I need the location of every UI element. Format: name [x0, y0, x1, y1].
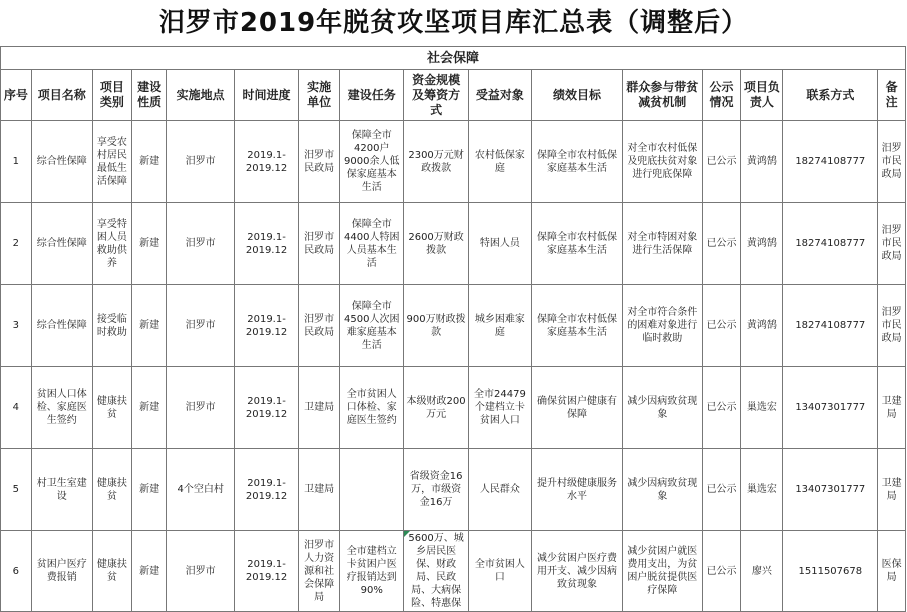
- table-cell[interactable]: 减少因病致贫现象: [622, 367, 702, 449]
- table-cell[interactable]: 新建: [131, 531, 167, 612]
- table-cell[interactable]: 贫困人口体检、家庭医生签约: [31, 367, 92, 449]
- table-cell[interactable]: 2019.1-2019.12: [234, 121, 298, 203]
- table-cell[interactable]: 健康扶贫: [92, 449, 131, 531]
- table-cell[interactable]: 卫建局: [878, 367, 906, 449]
- table-cell[interactable]: 保障全市4400人特困人员基本生活: [340, 203, 404, 285]
- table-cell[interactable]: 保障全市4200户9000余人低保家庭基本生活: [340, 121, 404, 203]
- column-header: 绩效目标: [532, 70, 623, 121]
- table-cell[interactable]: 汨罗市民政局: [299, 121, 340, 203]
- project-table: [0, 46, 906, 612]
- table-cell[interactable]: 已公示: [702, 531, 741, 612]
- table-cell[interactable]: 综合性保障: [31, 285, 92, 367]
- table-cell[interactable]: 3: [1, 285, 32, 367]
- table-cell[interactable]: 卫建局: [299, 449, 340, 531]
- table-cell[interactable]: 本级财政200万元: [404, 367, 468, 449]
- table-cell[interactable]: 保障全市农村低保家庭基本生活: [532, 203, 623, 285]
- table-cell[interactable]: 享受特困人员救助供养: [92, 203, 131, 285]
- table-cell[interactable]: 13407301777: [783, 367, 878, 449]
- table-cell[interactable]: 新建: [131, 367, 167, 449]
- table-cell[interactable]: 6: [1, 531, 32, 612]
- table-cell[interactable]: 卫建局: [878, 449, 906, 531]
- table-cell[interactable]: 新建: [131, 203, 167, 285]
- table-cell[interactable]: 巢选宏: [741, 367, 783, 449]
- table-cell[interactable]: 接受临时救助: [92, 285, 131, 367]
- table-cell[interactable]: 18274108777: [783, 203, 878, 285]
- table-cell[interactable]: 确保贫困户健康有保障: [532, 367, 623, 449]
- table-cell[interactable]: 人民群众: [468, 449, 531, 531]
- table-cell[interactable]: 保障全市农村低保家庭基本生活: [532, 121, 623, 203]
- table-cell[interactable]: 黄鸿鹄: [741, 285, 783, 367]
- table-cell[interactable]: 汨罗市民政局: [878, 203, 906, 285]
- table-cell[interactable]: 汨罗市: [167, 285, 234, 367]
- table-cell[interactable]: 减少贫困户医疗费用开支、减少因病致贫现象: [532, 531, 623, 612]
- table-cell[interactable]: 2019.1-2019.12: [234, 531, 298, 612]
- column-header: 时间进度: [234, 70, 298, 121]
- table-cell[interactable]: 健康扶贫: [92, 367, 131, 449]
- table-cell[interactable]: 综合性保障: [31, 203, 92, 285]
- table-cell[interactable]: 1: [1, 121, 32, 203]
- table-cell[interactable]: 对全市农村低保及兜底扶贫对象进行兜底保障: [622, 121, 702, 203]
- table-cell[interactable]: 2019.1-2019.12: [234, 285, 298, 367]
- table-cell[interactable]: 18274108777: [783, 121, 878, 203]
- table-row: [1, 367, 906, 449]
- column-header: 建设性质: [131, 70, 167, 121]
- table-cell[interactable]: 已公示: [702, 367, 741, 449]
- column-header: 实施单位: [299, 70, 340, 121]
- table-cell[interactable]: 已公示: [702, 285, 741, 367]
- table-cell[interactable]: 全市24479个建档立卡贫困人口: [468, 367, 531, 449]
- table-cell[interactable]: 2019.1-2019.12: [234, 203, 298, 285]
- table-cell[interactable]: 新建: [131, 285, 167, 367]
- table-cell[interactable]: 新建: [131, 121, 167, 203]
- table-cell[interactable]: 汨罗市: [167, 203, 234, 285]
- column-header: 项目名称: [31, 70, 92, 121]
- table-cell[interactable]: 城乡困难家庭: [468, 285, 531, 367]
- column-header: 资金规模及筹资方式: [404, 70, 468, 121]
- table-row: [1, 449, 906, 531]
- table-cell[interactable]: 汨罗市民政局: [878, 285, 906, 367]
- table-cell[interactable]: 4: [1, 367, 32, 449]
- table-row: [1, 285, 906, 367]
- table-cell[interactable]: 享受农村居民最低生活保障: [92, 121, 131, 203]
- table-cell[interactable]: 健康扶贫: [92, 531, 131, 612]
- table-cell[interactable]: 已公示: [702, 121, 741, 203]
- column-header: 公示情况: [702, 70, 741, 121]
- table-cell[interactable]: 900万财政拨款: [404, 285, 468, 367]
- column-header: 实施地点: [167, 70, 234, 121]
- table-cell[interactable]: 综合性保障: [31, 121, 92, 203]
- table-cell[interactable]: 已公示: [702, 203, 741, 285]
- table-cell[interactable]: 汨罗市: [167, 531, 234, 612]
- table-cell[interactable]: 5: [1, 449, 32, 531]
- table-cell[interactable]: 贫困户医疗费报销: [31, 531, 92, 612]
- table-cell[interactable]: 减少因病致贫现象: [622, 449, 702, 531]
- table-cell[interactable]: 对全市符合条件的困难对象进行临时救助: [622, 285, 702, 367]
- table-cell[interactable]: 5600万、城乡居民医保、财政局、民政局、大病保险、特惠保: [404, 531, 468, 612]
- table-row: [1, 121, 906, 203]
- table-cell[interactable]: 新建: [131, 449, 167, 531]
- table-row: [1, 203, 906, 285]
- table-cell[interactable]: [340, 449, 404, 531]
- table-cell[interactable]: 减少贫困户就医费用支出，为贫困户脱贫提供医疗保障: [622, 531, 702, 612]
- table-cell[interactable]: 黄鸿鹄: [741, 121, 783, 203]
- table-cell[interactable]: 保障全市农村低保家庭基本生活: [532, 285, 623, 367]
- table-cell[interactable]: 全市建档立卡贫困户医疗报销达到90%: [340, 531, 404, 612]
- table-cell[interactable]: 1511507678: [783, 531, 878, 612]
- table-cell[interactable]: 18274108777: [783, 285, 878, 367]
- table-cell[interactable]: 4个空白村: [167, 449, 234, 531]
- table-cell[interactable]: 2600万财政拨款: [404, 203, 468, 285]
- table-cell[interactable]: 全市贫困人口体检、家庭医生签约: [340, 367, 404, 449]
- column-header: 建设任务: [340, 70, 404, 121]
- column-header: 项目负责人: [741, 70, 783, 121]
- table-cell[interactable]: 农村低保家庭: [468, 121, 531, 203]
- table-cell[interactable]: 13407301777: [783, 449, 878, 531]
- table-cell[interactable]: 巢选宏: [741, 449, 783, 531]
- table-cell[interactable]: 汨罗市: [167, 121, 234, 203]
- column-header: 序号: [1, 70, 32, 121]
- table-cell[interactable]: 2: [1, 203, 32, 285]
- table-cell[interactable]: 医保局: [878, 531, 906, 612]
- table-row: [1, 531, 906, 612]
- table-cell[interactable]: 汨罗市民政局: [299, 285, 340, 367]
- column-header: 群众参与带贫减贫机制: [622, 70, 702, 121]
- table-cell[interactable]: 村卫生室建设: [31, 449, 92, 531]
- table-cell[interactable]: 保障全市4500人次困难家庭基本生活: [340, 285, 404, 367]
- sheet-title: 汨罗市2019年脱贫攻坚项目库汇总表（调整后）: [158, 8, 749, 38]
- column-header: 联系方式: [783, 70, 878, 121]
- table-cell[interactable]: 对全市特困对象进行生活保障: [622, 203, 702, 285]
- table-cell[interactable]: 2300万元财政拨款: [404, 121, 468, 203]
- column-header: 受益对象: [468, 70, 531, 121]
- table-cell[interactable]: 廖兴: [741, 531, 783, 612]
- section-label: 社会保障: [1, 47, 906, 70]
- column-header: 备注: [878, 70, 906, 121]
- table-cell[interactable]: 2019.1-2019.12: [234, 449, 298, 531]
- table-cell[interactable]: 2019.1-2019.12: [234, 367, 298, 449]
- table-cell[interactable]: 汨罗市人力资源和社会保障局: [299, 531, 340, 612]
- table-cell[interactable]: 汨罗市: [167, 367, 234, 449]
- table-cell[interactable]: 卫建局: [299, 367, 340, 449]
- table-cell[interactable]: 省级资金16万，市级资金16万: [404, 449, 468, 531]
- column-header: 项目类别: [92, 70, 131, 121]
- table-cell[interactable]: 提升村级健康服务水平: [532, 449, 623, 531]
- table-cell[interactable]: 特困人员: [468, 203, 531, 285]
- table-cell[interactable]: 黄鸿鹄: [741, 203, 783, 285]
- table-cell[interactable]: 全市贫困人口: [468, 531, 531, 612]
- table-cell[interactable]: 汨罗市民政局: [299, 203, 340, 285]
- table-cell[interactable]: 已公示: [702, 449, 741, 531]
- table-cell[interactable]: 汨罗市民政局: [878, 121, 906, 203]
